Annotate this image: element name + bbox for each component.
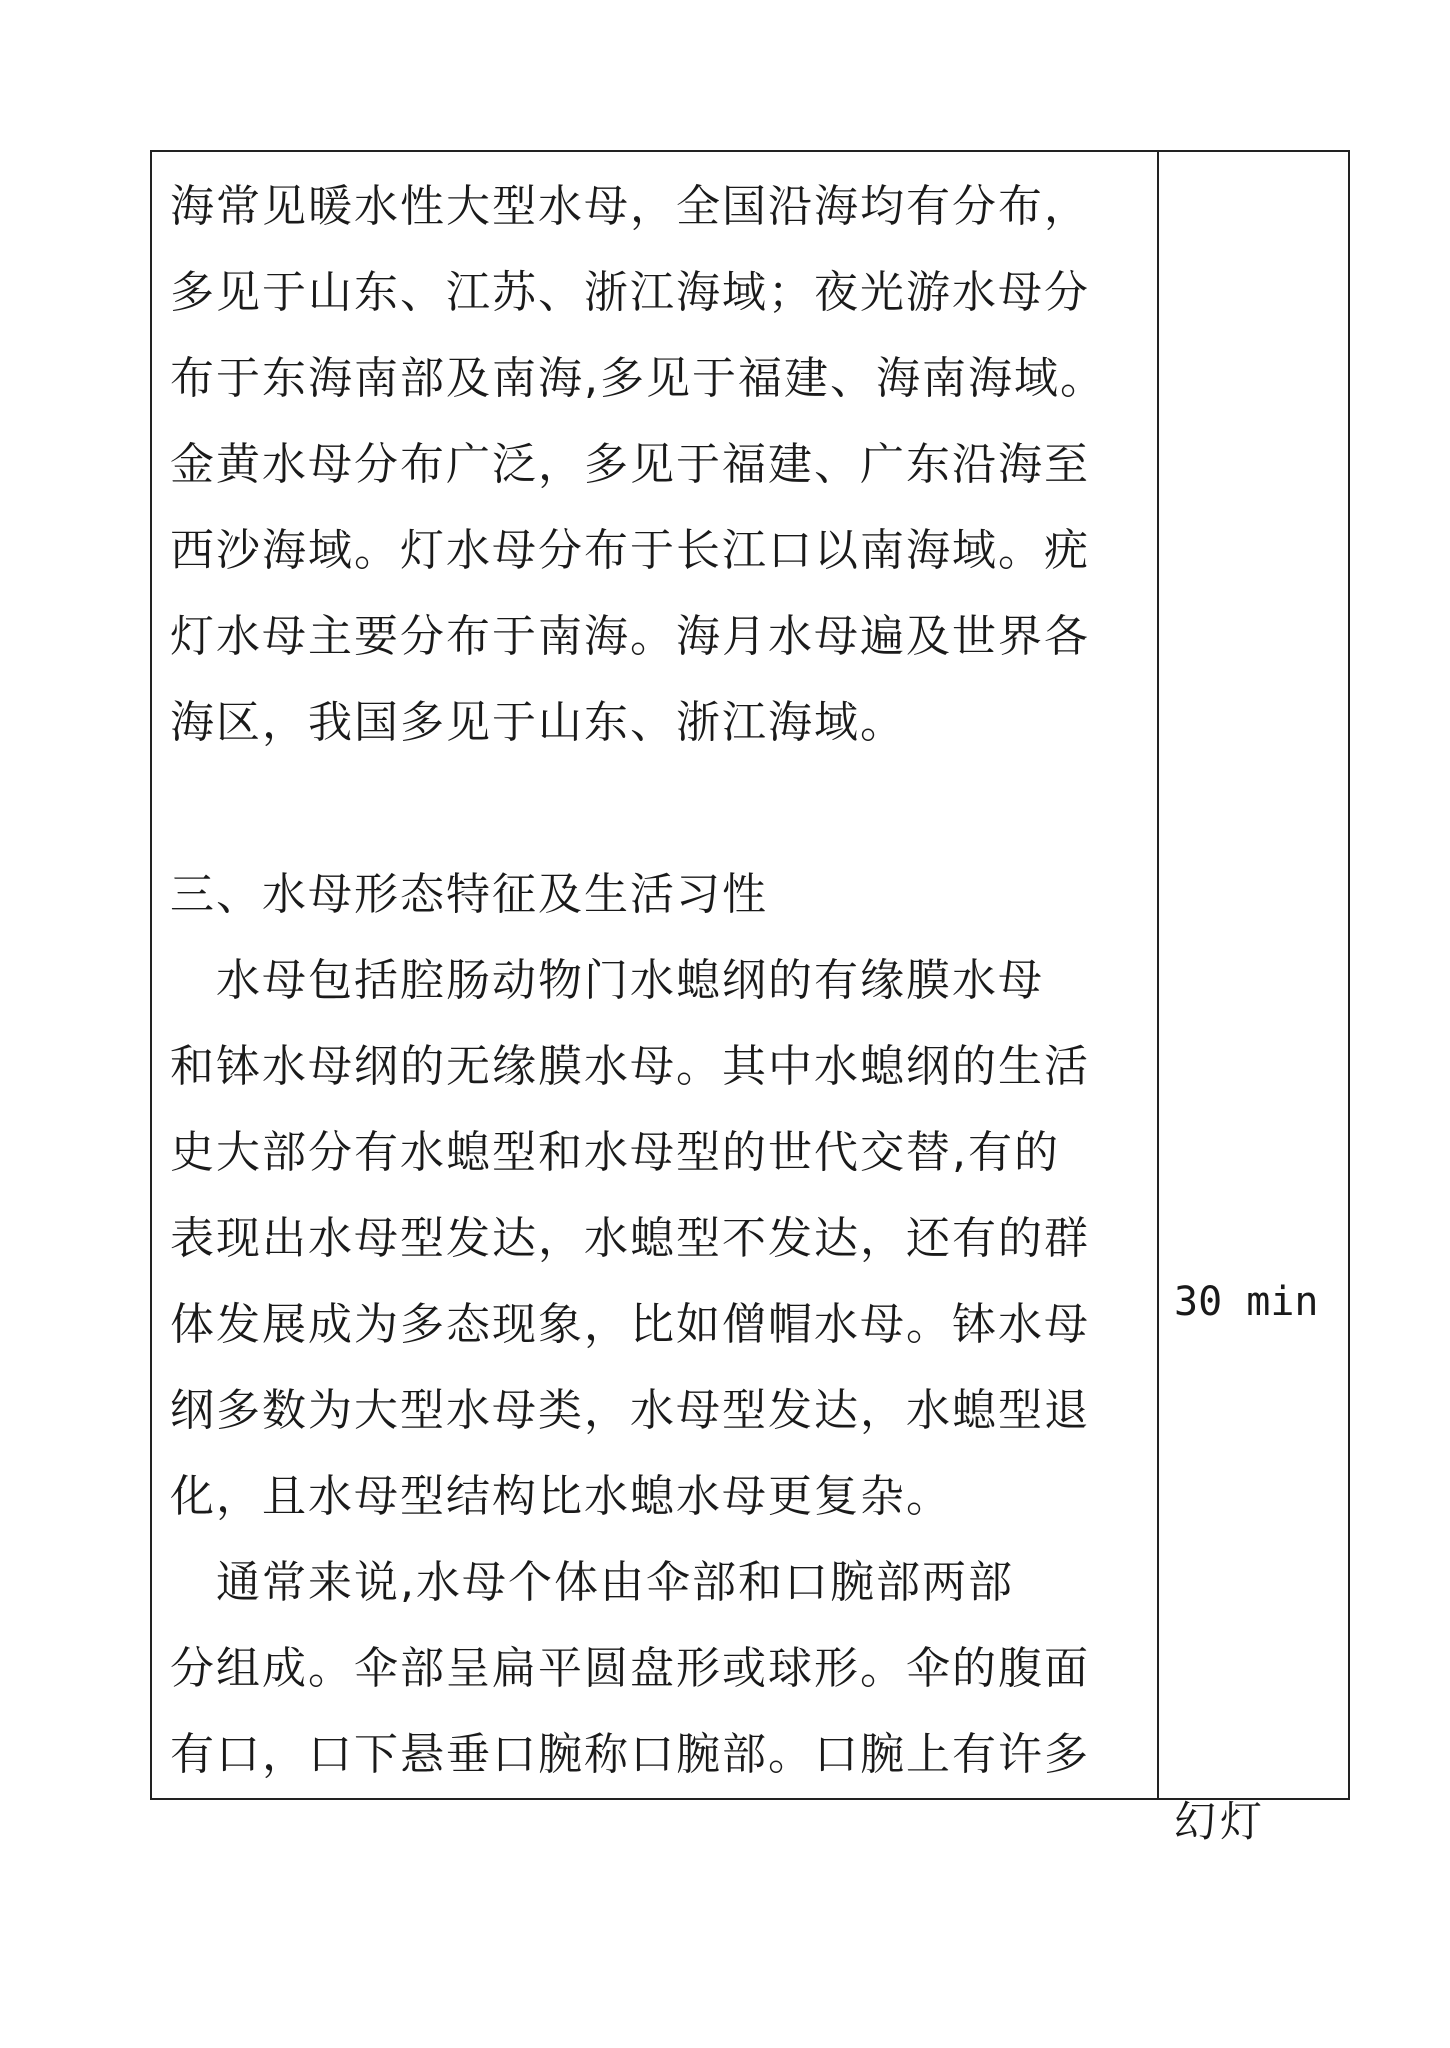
text-line: 分组成。伞部呈扁平圆盘形或球形。伞的腹面 bbox=[170, 1643, 1090, 1694]
text-line: 布于东海南部及南海,多见于福建、海南海域。 bbox=[170, 353, 1106, 404]
text-line: 和钵水母纲的无缘膜水母。其中水螅纲的生活 bbox=[170, 1041, 1090, 1092]
column-divider bbox=[1157, 152, 1159, 1798]
lesson-content-cell bbox=[170, 164, 1145, 1798]
blank-line bbox=[170, 766, 1145, 852]
text-line: 通常来说,水母个体由伞部和口腕部两部 bbox=[170, 1557, 1014, 1608]
text-line: 化，且水母型结构比水螅水母更复杂。 bbox=[170, 1471, 952, 1522]
text-line: 史大部分有水螅型和水母型的世代交替,有的 bbox=[170, 1127, 1060, 1178]
text-line: 金黄水母分布广泛，多见于福建、广东沿海至 bbox=[170, 439, 1090, 490]
text-line: 表现出水母型发达，水螅型不发达，还有的群 bbox=[170, 1213, 1090, 1264]
text-line: 体发展成为多态现象，比如僧帽水母。钵水母 bbox=[170, 1299, 1090, 1350]
text-line: 有口，口下悬垂口腕称口腕部。口腕上有许多 bbox=[170, 1729, 1090, 1780]
teaching-medium-label: 幻灯 bbox=[1174, 1797, 1267, 1846]
text-line: 海区，我国多见于山东、浙江海域。 bbox=[170, 697, 906, 748]
text-line: 灯水母主要分布于南海。海月水母遍及世界各 bbox=[170, 611, 1090, 662]
text-line: 多见于山东、江苏、浙江海域；夜光游水母分 bbox=[170, 267, 1090, 318]
lesson-table bbox=[150, 150, 1350, 1846]
text-line: 海常见暖水性大型水母，全国沿海均有分布， bbox=[170, 181, 1090, 232]
time-allocation-label: 30 min bbox=[1174, 1279, 1319, 1325]
text-line: 纲多数为大型水母类，水母型发达，水螅型退 bbox=[170, 1385, 1090, 1436]
section-heading: 三、水母形态特征及生活习性 bbox=[170, 869, 768, 920]
text-line: 西沙海域。灯水母分布于长江口以南海域。疣 bbox=[170, 525, 1090, 576]
text-line: 水母包括腔肠动物门水螅纲的有缘膜水母 bbox=[170, 955, 1044, 1006]
